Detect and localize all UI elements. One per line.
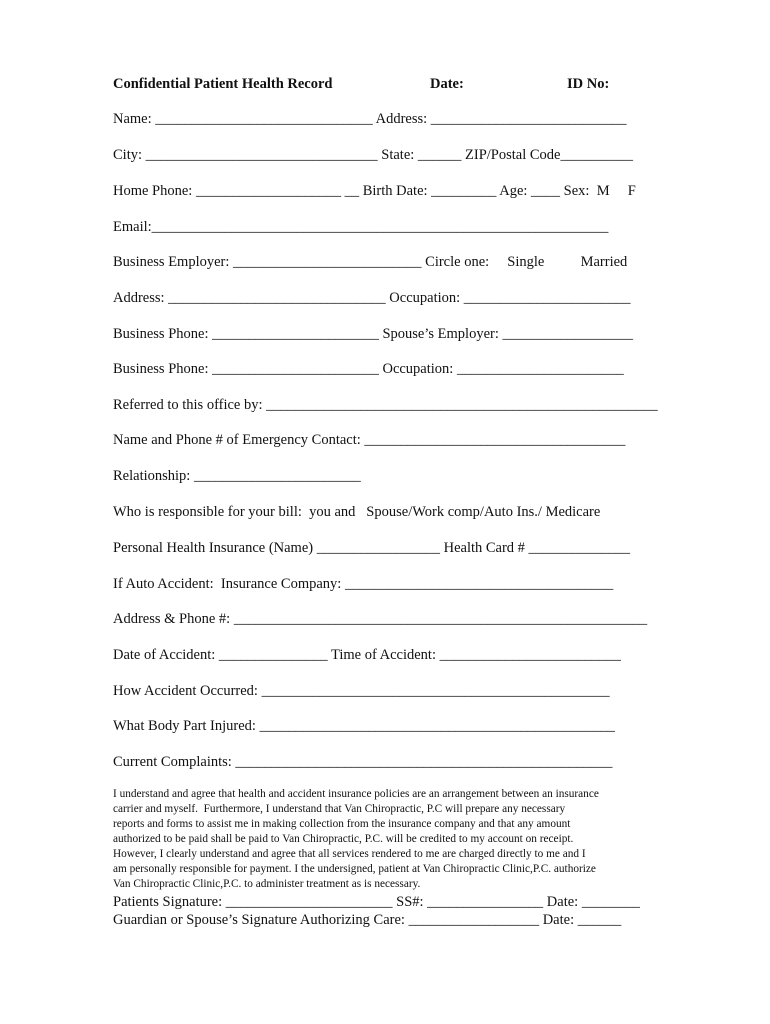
header-date-label: Date: [430,76,464,92]
consent-paragraph [113,787,658,892]
address-phone-line[interactable]: Address & Phone #: _________________________________________________________ [113,611,648,627]
accident-description-line[interactable]: How Accident Occurred: ________________________________________________ [113,683,610,699]
accident-date-time-line[interactable]: Date of Accident: _______________ Time of Accident: _________________________ [113,647,621,663]
relationship-line[interactable]: Relationship: _______________________ [113,468,361,484]
current-complaints-line[interactable]: Current Complaints: ____________________________________________________ [113,754,613,770]
consent-line: However, I clearly understand and agree that all services rendered to me are charged directly to me and I [113,848,586,860]
address-occupation-line[interactable]: Address: ______________________________ Occupation: _______________________ [113,290,631,306]
name-address-line[interactable]: Name: ______________________________ Address: ___________________________ [113,111,627,127]
business-phone-occupation-line[interactable]: Business Phone: _______________________ Occupation: _______________________ [113,361,624,377]
referred-by-line[interactable]: Referred to this office by: ______________________________________________________ [113,397,658,413]
header-id-label: ID No: [567,76,610,92]
form-title: Confidential Patient Health Record [113,76,333,92]
consent-line: I understand and agree that health and accident insurance policies are an arrangement between an insurance [113,788,599,800]
city-state-zip-line[interactable]: City: ________________________________ State: ______ ZIP/Postal Code__________ [113,147,633,163]
health-insurance-line[interactable]: Personal Health Insurance (Name) _________________ Health Card # ______________ [113,540,631,556]
emergency-contact-line[interactable]: Name and Phone # of Emergency Contact: ____________________________________ [113,432,626,448]
bill-responsibility-line[interactable]: Who is responsible for your bill: you and Spouse/Work comp/Auto Ins./ Medicare [113,504,601,520]
consent-line: am personally responsible for payment. I the undersigned, patient at Van Chiropractic Clinic,P.C. authorize [113,863,596,875]
body-part-injured-line[interactable]: What Body Part Injured: _________________________________________________ [113,718,615,734]
consent-line: Van Chiropractic Clinic,P.C. to administer treatment as is necessary. [113,878,421,890]
phone-birthdate-line[interactable]: Home Phone: ____________________ __ Birth Date: _________ Age: ____ Sex: M F [113,183,636,199]
email-line[interactable]: Email:_______________________________________________________________ [113,219,609,235]
consent-line: carrier and myself. Furthermore, I understand that Van Chiropractic, P.C will prepare any necessary [113,803,566,815]
employer-marital-line[interactable]: Business Employer: __________________________ Circle one: Single Married [113,254,628,270]
guardian-signature-line[interactable]: Guardian or Spouse’s Signature Authorizing Care: __________________ Date: ______ [113,912,622,928]
consent-line: reports and forms to assist me in making collection from the insurance company and that any amount [113,818,571,830]
auto-accident-insurance-line[interactable]: If Auto Accident: Insurance Company: _____________________________________ [113,576,614,592]
patient-signature-line[interactable]: Patients Signature: _______________________ SS#: ________________ Date: ________ [113,894,640,910]
consent-line: authorized to be paid shall be paid to Van Chiropractic, P.C. will be credited to my account on receipt. [113,833,574,845]
business-phone-spouse-employer-line[interactable]: Business Phone: _______________________ Spouse’s Employer: __________________ [113,326,633,342]
